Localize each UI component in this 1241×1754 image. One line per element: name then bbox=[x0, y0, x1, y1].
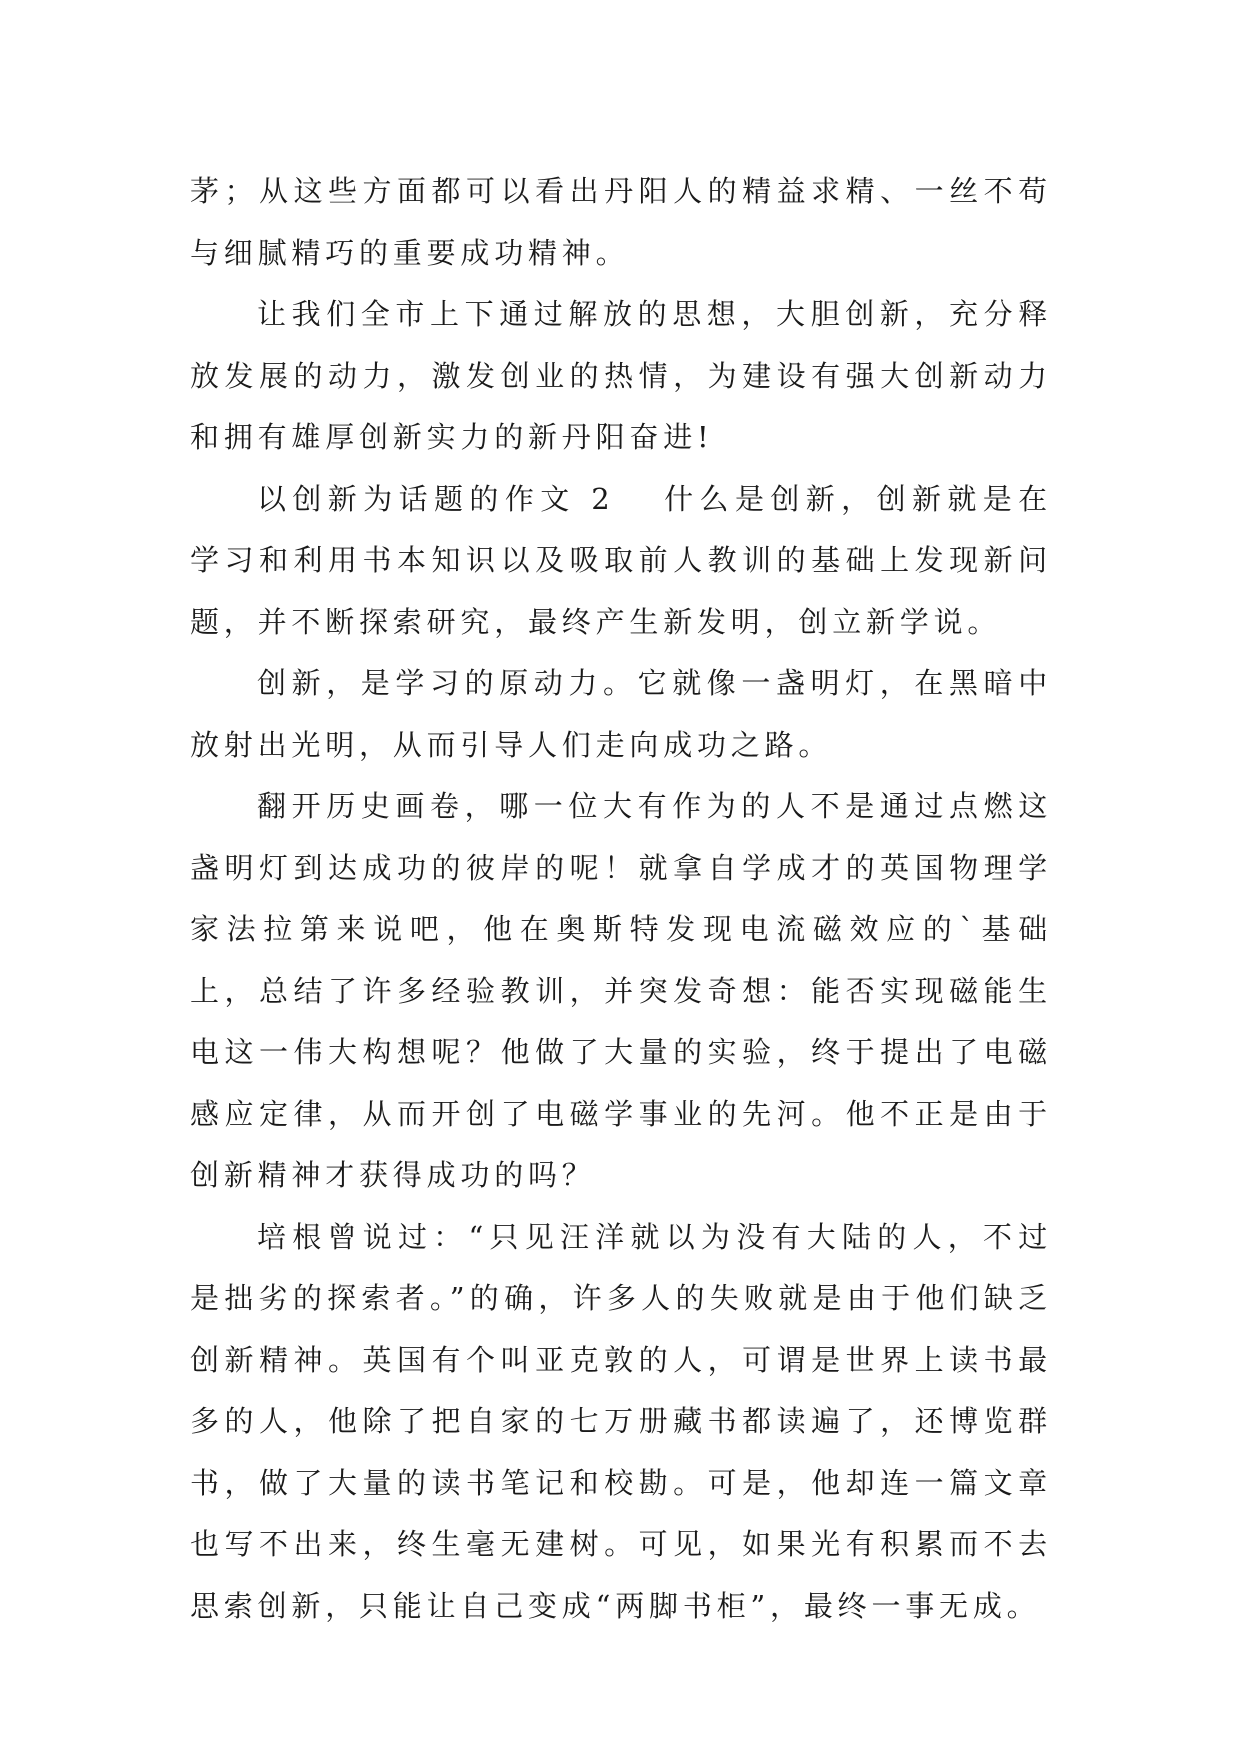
paragraph: 创新，是学习的原动力。它就像一盏明灯，在黑暗中放射出光明，从而引导人们走向成功之路。 bbox=[190, 666, 1052, 762]
paragraph: 翻开历史画卷，哪一位大有作为的人不是通过点燃这盏明灯到达成功的彼岸的呢！就拿自学成才的英国物理学家法拉第来说吧，他在奥斯特发现电流磁效应的`基础上，总结了许多经验教训，并突发奇想：能否实现磁能生电这一伟大构想呢？他做了大量的实验，终于提出了电磁感应定律，从而开创了电磁学事业的先河。他不正是由于创新精神才获得成功的吗？ bbox=[190, 789, 1052, 1192]
paragraph-text: 什么是创新，创新就是在学习和利用书本知识以及吸取前人教训的基础上发现新问题，并不断探索研究，最终产生新发明，创立新学说。 bbox=[190, 481, 1052, 639]
paragraph-continuation: 茅；从这些方面都可以看出丹阳人的精益求精、一丝不苟与细腻精巧的重要成功精神。 bbox=[190, 174, 1052, 270]
paragraph: 培根曾说过：“只见汪洋就以为没有大陆的人，不过是拙劣的探索者。”的确，许多人的失败就是由于他们缺乏创新精神。英国有个叫亚克敦的人，可谓是世界上读书最多的人，他除了把自家的七万册藏书都读遍了，还博览群书，做了大量的读书笔记和校勘。可是，他却连一篇文章也写不出来，终生毫无建树。可见，如果光有积累而不去思索创新，只能让自己变成“两脚书柜”，最终一事无成。 bbox=[190, 1219, 1052, 1623]
section-heading: 以创新为话题的作文 2 bbox=[257, 481, 615, 516]
paragraph: 让我们全市上下通过解放的思想，大胆创新，充分释放发展的动力，激发创业的热情，为建设有强大创新动力和拥有雄厚创新实力的新丹阳奋进! bbox=[190, 297, 1052, 454]
paragraph-with-heading bbox=[190, 469, 1052, 654]
document-body bbox=[190, 161, 1052, 1637]
